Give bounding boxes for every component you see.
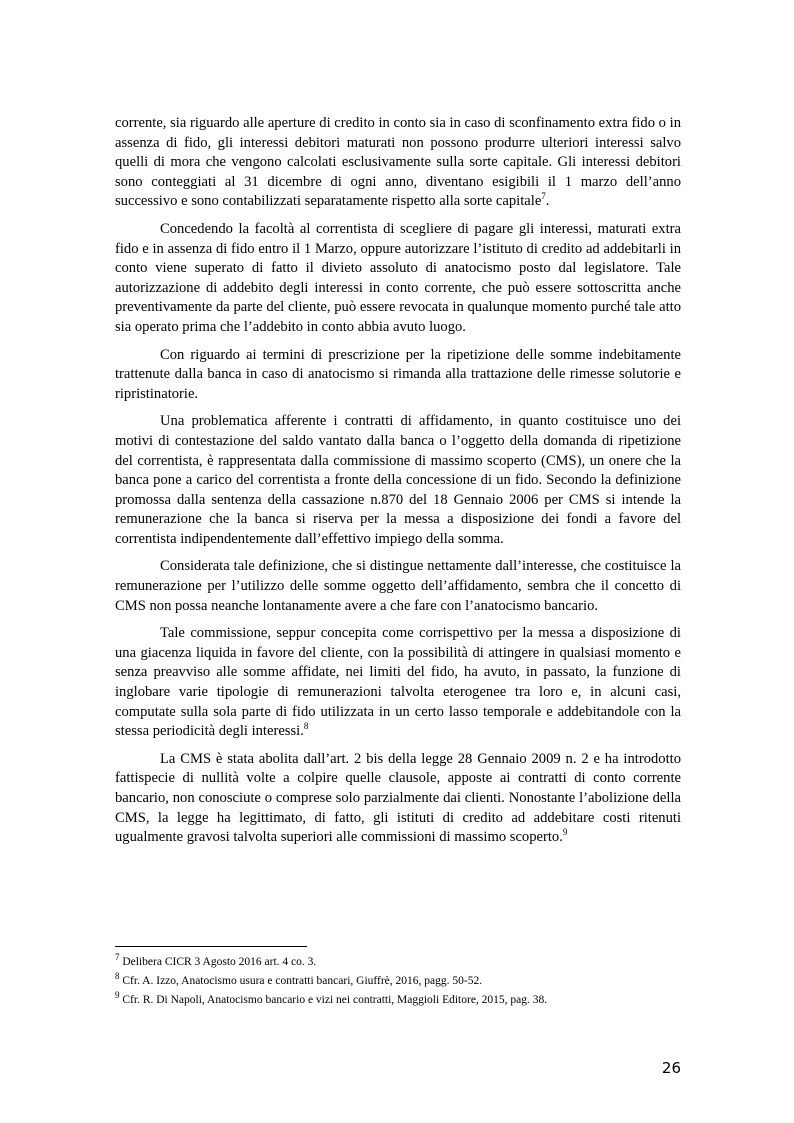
body-text <box>115 114 681 856</box>
paragraph-1: corrente, sia riguardo alle aperture di credito in conto sia in caso di sconfinamento extra fido o in assenza di fido, gli interessi debitori maturati non possono produrre ulteriori interessi salvo quelli di mora che vengono calcolati esclusivamente sulla sorte capitale. Gli interessi debitori sono conteggiati al 31 dicembre di ogni anno, diventano esigibili il 1 marzo dell’anno successivo e sono contabilizzati separatamente rispetto alla sorte capitale$^7$. <box>115 115 681 210</box>
footnote-9 <box>115 991 681 1010</box>
paragraph-2: Concedendo la facoltà al correntista di scegliere di pagare gli interessi, maturati extra fido e in assenza di fido entro il 1 Marzo, oppure autorizzare l’istituto di credito ad addebitarli in conto viene superato di fatto il divieto assoluto di anatocismo posto dal legislatore. Tale autorizzazione di addebito degli interessi in conto corrente, che può essere sottoscritta anche preventivamente da parte del cliente, può essere revocata in qualunque momento purché tale atto sia operato prima che l’addebito in conto abbia avuto luogo. <box>115 220 681 335</box>
footnote-7 <box>115 953 681 972</box>
page-number: 26 <box>661 1059 681 1077</box>
footnote-ref-7[interactable]: 7 <box>541 191 546 202</box>
paragraph-5: Considerata tale definizione, che si distingue nettamente dall’interesse, che costituisce la remunerazione per l’utilizzo delle somme oggetto dell’affidamento, sembra che il concetto di CMS non possa neanche lontanamente avere a che fare con l’anatocismo bancario. <box>115 558 681 614</box>
footnote-text: Cfr. A. Izzo, Anatocismo usura e contratti bancari, Giuffrè, 2016, pagg. 50-52. <box>119 975 483 987</box>
footnote-8 <box>115 972 681 991</box>
paragraph-3: Con riguardo ai termini di prescrizione per la ripetizione delle somme indebitamente trattenute dalla banca in caso di anatocismo si rimanda alla trattazione delle rimesse solutorie e ripristinatorie. <box>115 346 681 402</box>
footnote-divider <box>115 946 307 947</box>
paragraph-6: Tale commissione, seppur concepita come corrispettivo per la messa a disposizione di una giacenza liquida in favore del cliente, con la possibilità di attingere in qualsiasi momento e senza preavviso alle somme affidate, nei limiti del fido, ha avuto, in passato, la funzione di inglobare varie tipologie di remunerazioni talvolta eterogenee tra loro e, in alcuni casi, computate sulla sola parte di fido utilizzata in un certo lasso temporale e addebitandole con la stessa periodicità degli interessi.$^8$ <box>115 625 681 740</box>
footnote-text: Cfr. R. Di Napoli, Anatocismo bancario e vizi nei contratti, Maggioli Editore, 2015, pag. 38. <box>119 994 548 1006</box>
paragraph-4: Una problematica afferente i contratti di affidamento, in quanto costituisce uno dei motivi di contestazione del saldo vantato dalla banca o l’oggetto della domanda di ripetizione del correntista, è rappresentata dalla commissione di massimo scoperto (CMS), un onere che la banca pone a carico del correntista a fronte della concessione di un fido. Secondo la definizione promossa dalla sentenza della cassazione n.870 del 18 Gennaio 2006 per CMS si intende la remunerazione che la banca si riserva per la messa a disposizione dei fondi a favore del correntista indipendentemente dall’effettivo impiego della somma. <box>115 413 681 547</box>
footnote-ref-8[interactable]: 8 <box>303 721 309 732</box>
footnote-mark: 8 <box>115 971 120 982</box>
footnotes <box>115 953 681 1010</box>
footnote-text: Delibera CICR 3 Agosto 2016 art. 4 co. 3. <box>119 956 317 968</box>
footnote-mark: 7 <box>115 952 120 963</box>
paragraph-7: La CMS è stata abolita dall’art. 2 bis della legge 28 Gennaio 2009 n. 2 e ha introdotto fattispecie di nullità volte a colpire quelle clausole, apposte ai contratti di conto corrente bancario, non conosciute o comprese solo parzialmente dai clienti. Nonostante l’abolizione della CMS, la legge ha legittimato, di fatto, gli istituti di credito ad addebitare costi ritenuti ugualmente gravosi talvolta superiori alle commissioni di massimo scoperto.$^9$ <box>115 750 681 846</box>
footnote-mark: 9 <box>115 990 120 1001</box>
footnote-ref-9[interactable]: 9 <box>562 827 568 838</box>
